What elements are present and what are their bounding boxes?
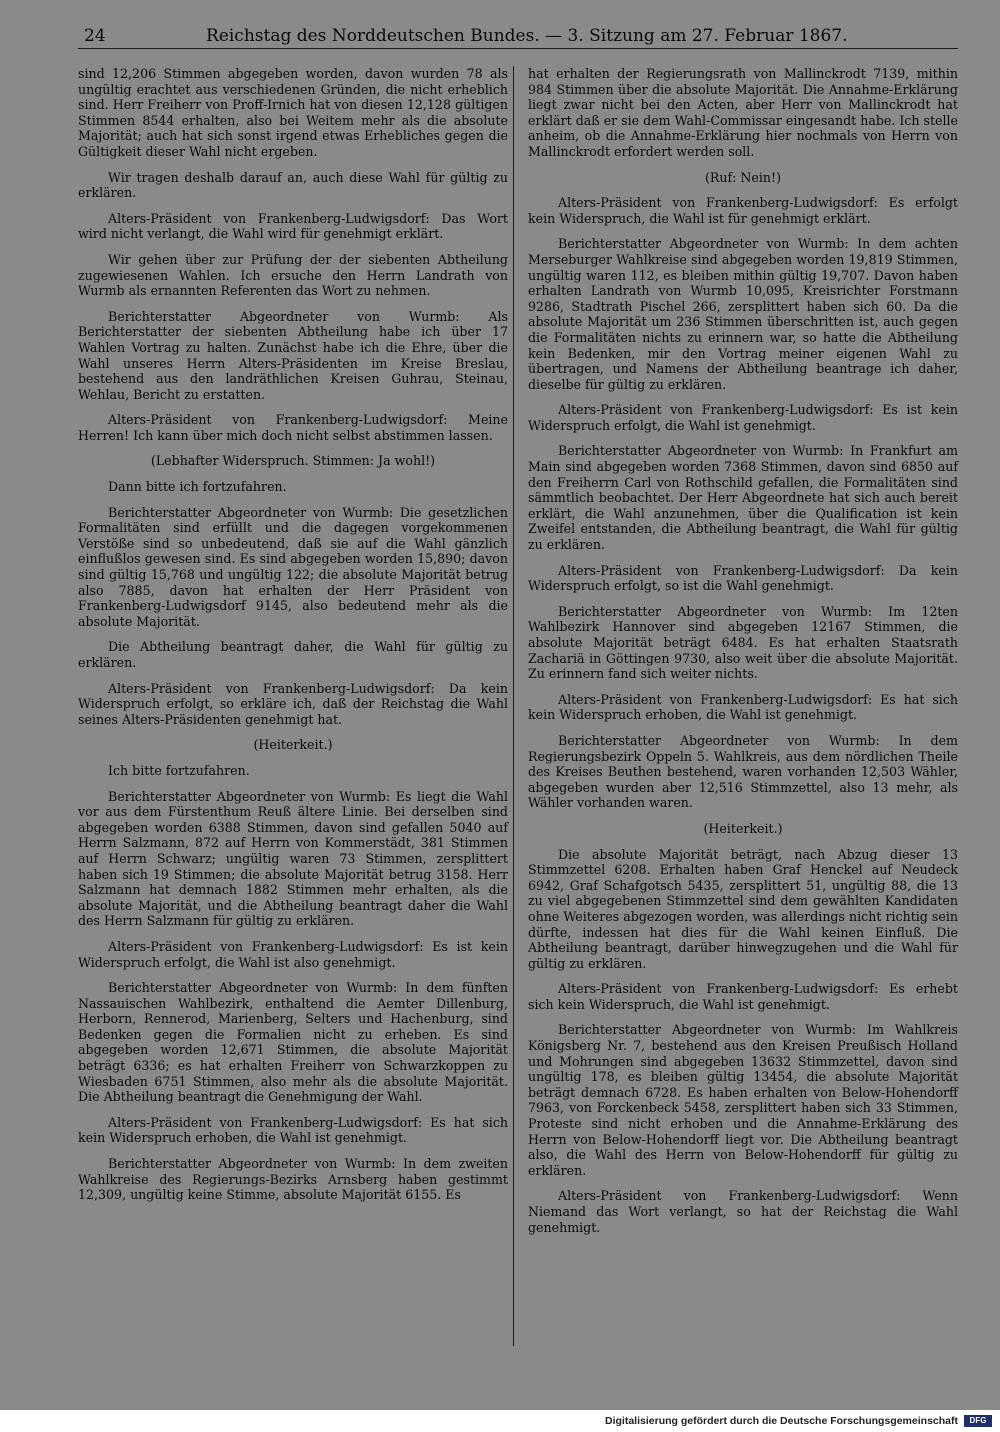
interjection: (Ruf: Nein!): [705, 169, 781, 185]
right-column: [528, 66, 958, 1245]
page-number: 24: [84, 26, 106, 46]
running-title: Reichstag des Norddeutschen Bundes. — 3. Sitzung am 27. Februar 1867.: [206, 26, 848, 46]
paragraph: Berichterstatter Abgeordneter von Wurmb: In Frankfurt am Main sind abgegeben worden 7368 Stimmen, davon sind 6850 auf den Freiherrn Carl von Rothschild gefallen, die Formalitäten sind sämmtlich beobachtet. Der Herr Abgeordnete hat sich auch bereit erklärt, die Wahl anzunehmen, über die Qualification ist kein Zweifel entstanden, die Abtheilung beantragt, die Wahl für gültig zu erklären.: [528, 443, 958, 553]
paragraph: Wir gehen über zur Prüfung der der siebenten Abtheilung zugewiesenen Wahlen. Ich ersuche den Herrn Landrath von Wurmb als ernannten Referenten das Wort zu nehmen.: [78, 251, 508, 299]
interjection: (Heiterkeit.): [703, 820, 783, 836]
funding-credit: Digitalisierung gefördert durch die Deutsche Forschungsgemeinschaft: [605, 1415, 958, 1427]
column-divider: [513, 66, 514, 1346]
interjection: (Heiterkeit.): [253, 737, 333, 753]
paragraph: Berichterstatter Abgeordneter von Wurmb: Die gesetzlichen Formalitäten sind erfüllt und die dagegen vorgekommenen Verstöße sind so unbedeutend, daß sie auf die Wahl gänzlich einflußlos gewesen sind. Es sind abgegeben worden 15,890; davon sind gültig 15,768 und ungültig 122; die absolute Majorität betrug also 7885, davon hat erhalten der Herr Präsident von Frankenberg-Ludwigsdorf 9145, also bedeutend mehr als die absolute Majorität.: [78, 504, 508, 629]
paragraph: Alters-Präsident von Frankenberg-Ludwigsdorf: Es ist kein Widerspruch erfolgt, die Wahl ist also genehmigt.: [78, 938, 508, 970]
footer-bar: [0, 1410, 1000, 1432]
paragraph: Alters-Präsident von Frankenberg-Ludwigsdorf: Das Wort wird nicht verlangt, die Wahl wird für genehmigt erklärt.: [78, 210, 508, 242]
paragraph: hat erhalten der Regierungsrath von Mallinckrodt 7139, mithin 984 Stimmen über die absolute Majorität. Die Annahme-Erklärung liegt zwar nicht bei den Acten, aber Herr von Mallinckrodt hat erklärt daß er sie dem Wahl-Commissar eingesandt habe. Ich stelle anheim, ob die Annahme-Erklärung hier nochmals von Herrn von Mallinckrodt erfordert werden soll.: [528, 66, 959, 159]
paragraph: Alters-Präsident von Frankenberg-Ludwigsdorf: Da kein Widerspruch erfolgt, so erkläre ich, daß der Reichstag die Wahl seines Alters-Präsidenten genehmigt hat.: [78, 680, 508, 727]
interjection: (Lebhafter Widerspruch. Stimmen: Ja wohl!): [150, 453, 436, 469]
paragraph: Berichterstatter Abgeordneter von Wurmb: Als Berichterstatter der siebenten Abtheilung habe ich über 17 Wahlen Vortrag zu halten. Zunächst habe ich die Ehre, über die Wahl unseres Herrn Alters-Präsidenten im Kreise Breslau, bestehend aus den landräthlichen Kreisen Guhrau, Steinau, Wehlau, Bericht zu erstatten.: [78, 308, 508, 402]
paragraph: Die absolute Majorität beträgt, nach Abzug dieser 13 Stimmzettel 6208. Erhalten haben Graf Henckel auf Neudeck 6942, Graf Schafgotsch 5435, zersplittert 51, ungültig 88, die 13 zu viel abgegebenen Stimmzettel sind dem gewählten Kandidaten ohne Weiteres abgezogen worden, was allerdings nicht richtig sein dürfte, indessen hat dies für die Wahl keinen Einfluß. Die Abtheilung beantragt, darüber hinwegzugehen und die Wahl für gültig zu erklären.: [528, 846, 958, 971]
paragraph: Berichterstatter Abgeordneter von Wurmb: Es liegt die Wahl vor aus dem Fürstenthum Reuß ältere Linie. Bei derselben sind abgegeben worden 6388 Stimmen, davon sind gefallen 5040 auf Herrn Salzmann, 872 auf Herrn von Kommerstädt, 381 Stimmen auf Herrn Schwarz; ungültig waren 73 Stimmen, zersplittert haben sich 19 Stimmen; die absolute Majorität betrug 3158. Herr Salzmann hat demnach 1882 Stimmen mehr erhalten, als die absolute Majorität, und die Abtheilung beantragt daher die Wahl des Herrn Salzmann für gültig zu erklären.: [78, 788, 508, 929]
paragraph: Alters-Präsident von Frankenberg-Ludwigsdorf: Da kein Widerspruch erfolgt, so ist die Wahl genehmigt.: [528, 562, 958, 594]
paragraph: Dann bitte ich fortzufahren.: [108, 479, 287, 495]
dfg-logo: DFG: [964, 1415, 992, 1427]
paragraph: Berichterstatter Abgeordneter von Wurmb: In dem Regierungsbezirk Oppeln 5. Wahlkreis, aus dem nördlichen Theile des Kreises Beuthen bestehend, waren vorhanden 12,503 Wähler, abgegeben wurden aber 12,516 Stimmzettel, also 13 mehr, als Wähler vorhanden waren.: [528, 732, 958, 811]
paragraph: Berichterstatter Abgeordneter von Wurmb: Im 12ten Wahlbezirk Hannover sind abgegeben 12167 Stimmen, die absolute Majorität beträgt 6484. Es hat erhalten Staatsrath Zachariä in Göttingen 9730, also weit über die absolute Majorität. Zu erinnern fand sich weiter nichts.: [528, 603, 958, 682]
paragraph: Ich bitte fortzufahren.: [108, 762, 250, 778]
paragraph: Alters-Präsident von Frankenberg-Ludwigsdorf: Es erfolgt kein Widerspruch, die Wahl ist für genehmigt erklärt.: [528, 195, 958, 226]
paragraph: Alters-Präsident von Frankenberg-Ludwigsdorf: Es erhebt sich kein Widerspruch, die Wahl ist genehmigt.: [528, 981, 958, 1012]
paragraph: Berichterstatter Abgeordneter von Wurmb: Im Wahlkreis Königsberg Nr. 7, bestehend aus den Kreisen Preußisch Holland und Mohrungen sind abgegeben 13632 Stimmzettel, davon sind ungültig 178, es bleiben gültig 13454, die absolute Majorität beträgt demnach 6728. Es haben erhalten von Below-Hohendorff 7963, von Forckenbeck 5458, zersplittert haben sich 33 Stimmen, Proteste sind nicht erhoben und die Annahme-Erklärung des Herrn von Below-Hohendorff liegt vor. Die Abtheilung beantragt also, die Wahl des Herrn von Below-Hohendorff für gültig zu erklären.: [528, 1022, 958, 1178]
paragraph: Alters-Präsident von Frankenberg-Ludwigsdorf: Meine Herren! Ich kann über mich doch nicht selbst abstimmen lassen.: [78, 412, 508, 443]
paragraph: Alters-Präsident von Frankenberg-Ludwigsdorf: Es ist kein Widerspruch erfolgt, die Wahl ist genehmigt.: [528, 402, 958, 433]
paragraph: sind 12,206 Stimmen abgegeben worden, davon wurden 78 als ungültig erachtet aus verschiedenen Gründen, die nicht erheblich sind. Herr Freiherr von Proff-Irnich hat von diesen 12,128 gültigen Stimmen 8544 erhalten, also bei Weitem mehr als die absolute Majorität; auch hat sich sonst irgend etwas Erhebliches gegen die Gültigkeit dieser Wahl nicht ergeben.: [78, 66, 508, 159]
left-column: [78, 66, 508, 1213]
paragraph: Berichterstatter Abgeordneter von Wurmb: In dem zweiten Wahlkreise des Regierungs-Bezirks Arnsberg haben gestimmt 12,309, ungültig keine Stimme, absolute Majorität 6155. Es: [78, 1156, 508, 1203]
paragraph: Berichterstatter Abgeordneter von Wurmb: In dem achten Merseburger Wahlkreise sind abgegeben worden 19,819 Stimmen, ungültig waren 112, es bleiben mithin gültig 19,707. Davon haben erhalten Landrath von Wurmb 10,095, Kreisrichter Forstmann 9286, Stadtrath Pischel 266, zersplittert haben sich 60. Da die absolute Majorität um 236 Stimmen überschritten ist, auch gegen die Formalitäten nichts zu erinnern war, so hatte die Abtheilung kein Bedenken, mir den Vortrag meiner eigenen Wahl zu übertragen, und Namens der Abtheilung beantrage ich daher, dieselbe für gültig zu erklären.: [528, 236, 958, 392]
paragraph: Alters-Präsident von Frankenberg-Ludwigsdorf: Es hat sich kein Widerspruch erhoben, die Wahl ist genehmigt.: [528, 691, 958, 723]
paragraph: Alters-Präsident von Frankenberg-Ludwigsdorf: Wenn Niemand das Wort verlangt, so hat der Reichstag die Wahl genehmigt.: [528, 1188, 958, 1235]
paragraph: Die Abtheilung beantragt daher, die Wahl für gültig zu erklären.: [78, 639, 508, 670]
paragraph: Wir tragen deshalb darauf an, auch diese Wahl für gültig zu erklären.: [78, 169, 508, 201]
paragraph: Berichterstatter Abgeordneter von Wurmb: In dem fünften Nassauischen Wahlbezirk, enthaltend die Aemter Dillenburg, Herborn, Rennerod, Marienberg, Selters und Hachenburg, sind Bedenken gegen die Formalien nicht zu erheben. Es sind abgegeben worden 12,671 Stimmen, die absolute Majorität beträgt 6336; es hat erhalten Freiherr von Schwarzkoppen zu Wiesbaden 6751 Stimmen, also mehr als die absolute Majorität. Die Abtheilung beantragt die Genehmigung der Wahl.: [78, 980, 508, 1105]
paragraph: Alters-Präsident von Frankenberg-Ludwigsdorf: Es hat sich kein Widerspruch erhoben, die Wahl ist genehmigt.: [78, 1114, 508, 1146]
page-header: [78, 24, 958, 49]
